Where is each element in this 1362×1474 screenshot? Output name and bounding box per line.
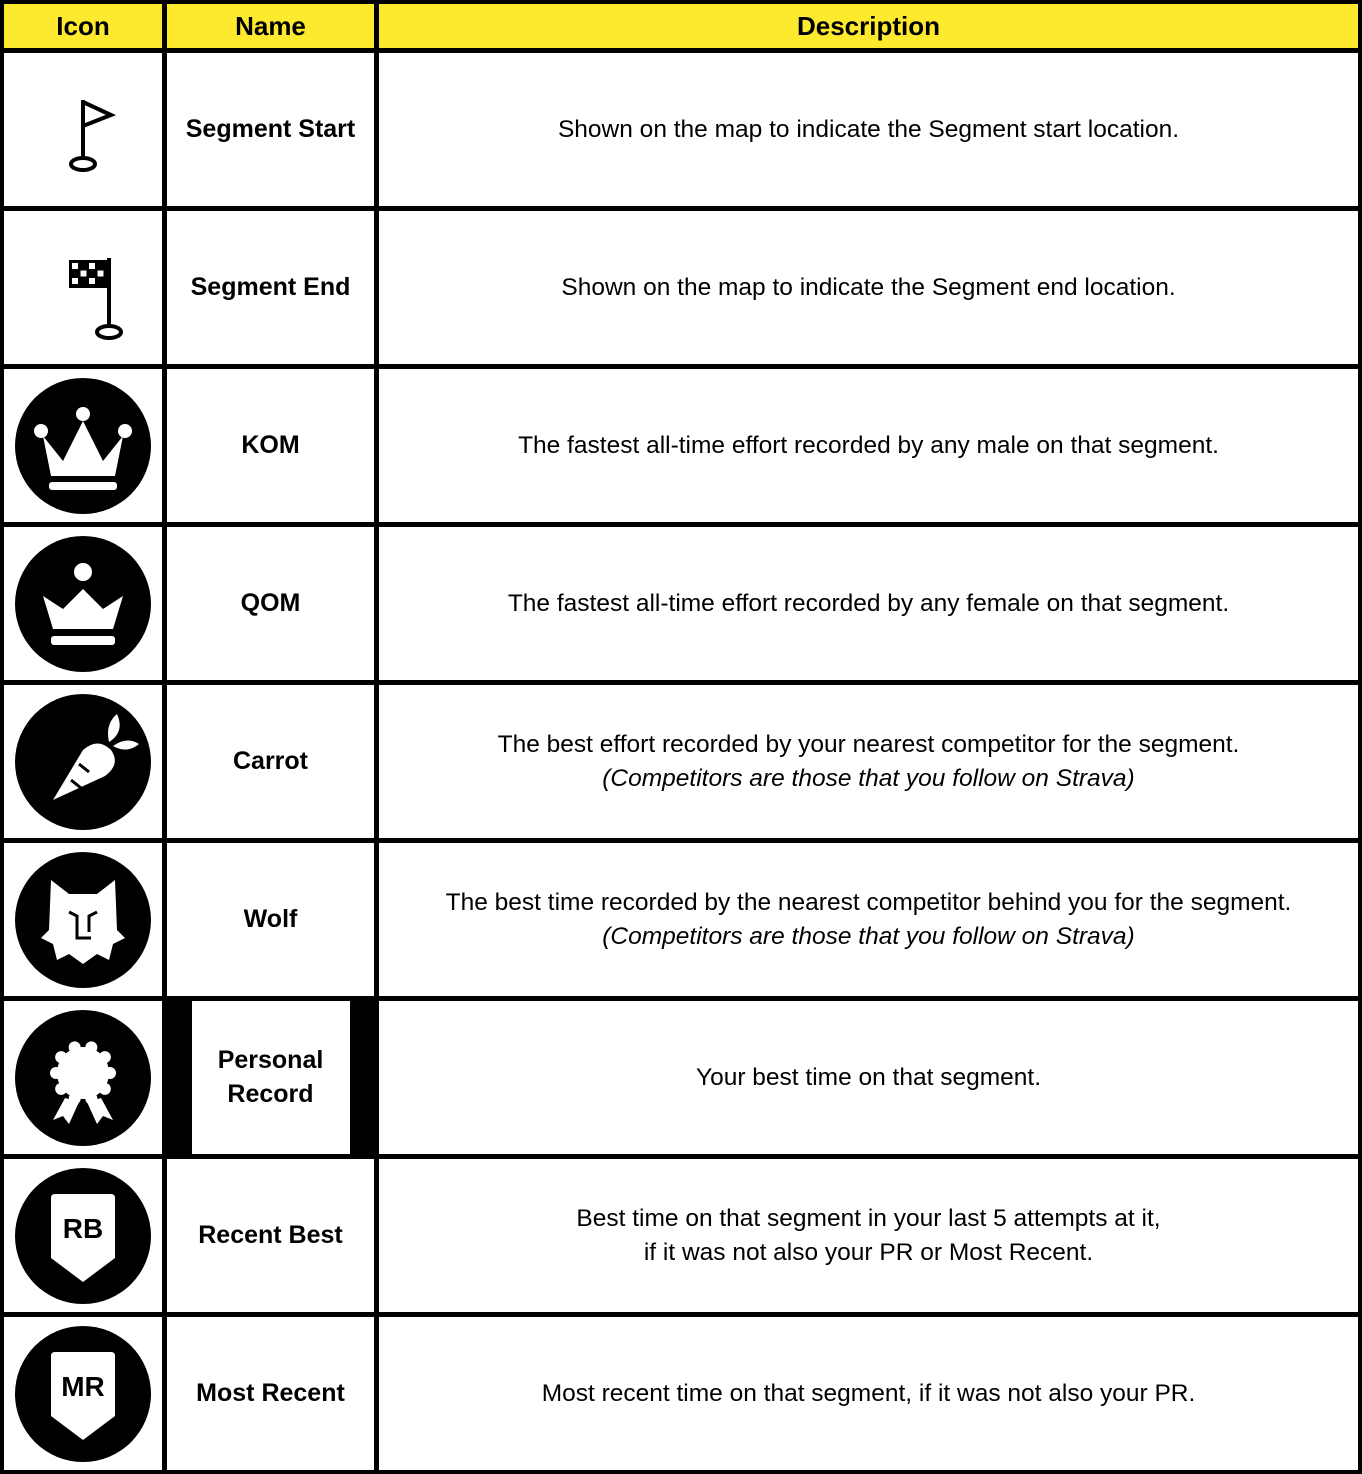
row-description: The fastest all-time effort recorded by any male on that segment. [518,431,1219,459]
row-name: Carrot [167,685,374,838]
header-description: Description [379,4,1358,48]
row-description-cell [379,1317,1358,1470]
row-note: (Competitors are those that you follow on Strava) [602,764,1135,792]
row-name: Personal Record [192,1001,350,1154]
row-description-cell [379,527,1358,680]
rb-badge-icon [4,1159,162,1312]
row-description: Shown on the map to indicate the Segment end location. [561,273,1176,301]
row-description-cell [379,53,1358,206]
row-description: Your best time on that segment. [695,1063,1042,1091]
row-description: Best time on that segment in your last 5 attempts at it, [576,1204,1161,1232]
row-description: The fastest all-time effort recorded by any female on that segment. [507,589,1230,617]
row-name: Most Recent [167,1317,374,1470]
row-description: The best time recorded by the nearest competitor behind you for the segment. [445,888,1292,916]
row-name: QOM [167,527,374,680]
svg-text:MR: MR [61,1370,105,1402]
row-description-cell [379,843,1358,996]
row-name: Segment Start [167,53,374,206]
queen-crown-icon [4,527,162,680]
row-note: if it was not also your PR or Most Recent. [643,1238,1094,1266]
flag-icon [4,53,162,206]
row-description-cell [379,1001,1358,1154]
mr-badge-icon [4,1317,162,1470]
row-note: (Competitors are those that you follow on Strava) [602,922,1135,950]
row-description: Most recent time on that segment, if it was not also your PR. [541,1379,1196,1407]
checkered-flag-icon [4,211,162,364]
row-name: Recent Best [167,1159,374,1312]
row-description-cell [379,1159,1358,1312]
header-name: Name [167,4,374,48]
crown-icon [4,369,162,522]
row-name: Segment End [167,211,374,364]
carrot-icon [4,685,162,838]
svg-text:RB: RB [62,1212,104,1244]
row-description-cell [379,685,1358,838]
row-name: KOM [167,369,374,522]
row-description: The best effort recorded by your nearest competitor for the segment. [497,730,1240,758]
award-ribbon-icon [4,1001,162,1154]
wolf-icon [4,843,162,996]
row-name: Wolf [167,843,374,996]
row-description: Shown on the map to indicate the Segment start location. [557,115,1180,143]
header-icon: Icon [4,4,162,48]
row-description-cell [379,211,1358,364]
row-description-cell [379,369,1358,522]
